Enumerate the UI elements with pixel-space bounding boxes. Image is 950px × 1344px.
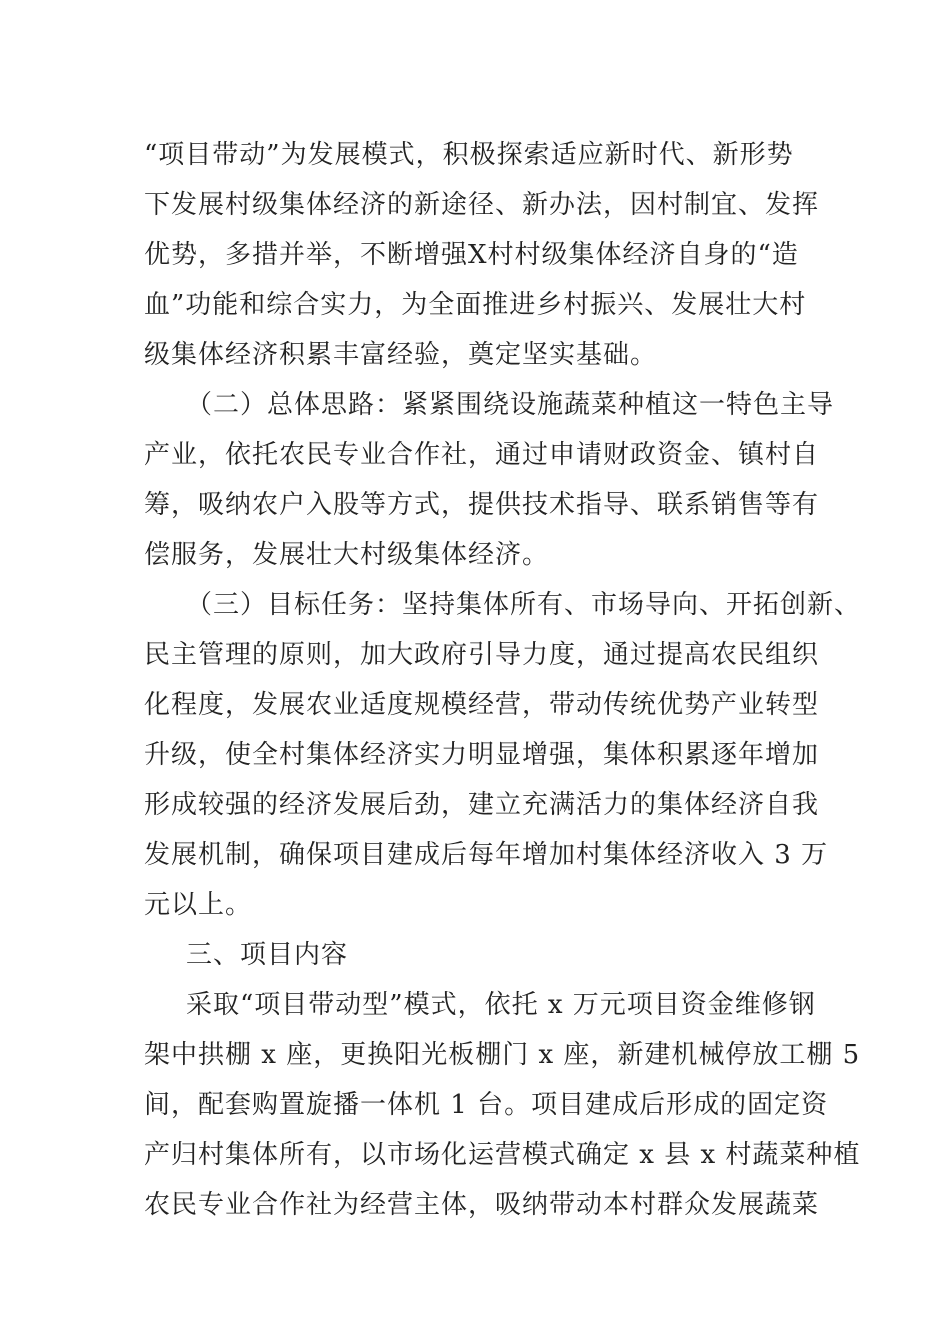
text-line: 筹，吸纳农户入股等方式，提供技术指导、联系销售等有 (144, 490, 820, 520)
text-line: 级集体经济积累丰富经验，奠定坚实基础。 (144, 340, 658, 370)
text-line: 血”功能和综合实力，为全面推进乡村振兴、发展壮大村 (144, 290, 807, 320)
text-line: 发展机制，确保项目建成后每年增加村集体经济收入 3 万 (144, 840, 829, 870)
text-line: 间，配套购置旋播一体机 1 台。项目建成后形成的固定资 (144, 1090, 829, 1120)
text-line: 农民专业合作社为经营主体，吸纳带动本村群众发展蔬菜 (144, 1190, 820, 1220)
text-line: 产归村集体所有，以市场化运营模式确定 x 县 x 村蔬菜种植 (144, 1140, 861, 1170)
text-line: 优势，多措并举，不断增强X村村级集体经济自身的“造 (144, 240, 799, 270)
text-line: 偿服务，发展壮大村级集体经济。 (144, 540, 550, 570)
paragraph-overall-approach (144, 380, 835, 580)
text-line: 升级，使全村集体经济实力明显增强，集体积累逐年增加 (144, 740, 820, 770)
paragraph-target-tasks (144, 580, 862, 930)
text-line: （二）总体思路：紧紧围绕设施蔬菜种植这一特色主导 (186, 390, 835, 420)
text-line: 元以上。 (144, 890, 253, 920)
paragraph-project-content (144, 980, 861, 1230)
text-line: 形成较强的经济发展后劲，建立充满活力的集体经济自我 (144, 790, 820, 820)
section-heading: 三、项目内容 (186, 940, 349, 970)
text-line: 下发展村级集体经济的新途径、新办法，因村制宜、发挥 (144, 190, 820, 220)
text-line: 民主管理的原则，加大政府引导力度，通过提高农民组织 (144, 640, 820, 670)
text-line: 产业，依托农民专业合作社，通过申请财政资金、镇村自 (144, 440, 820, 470)
text-line: 化程度，发展农业适度规模经营，带动传统优势产业转型 (144, 690, 820, 720)
document-body (144, 130, 862, 1230)
text-line: “项目带动”为发展模式，积极探索适应新时代、新形势 (144, 140, 794, 170)
text-line: （三）目标任务：坚持集体所有、市场导向、开拓创新、 (186, 590, 862, 620)
paragraph-development-mode (144, 130, 824, 380)
text-line: 采取“项目带动型”模式，依托 x 万元项目资金维修钢 (186, 990, 816, 1020)
text-line: 架中拱棚 x 座，更换阳光板棚门 x 座，新建机械停放工棚 5 (144, 1040, 861, 1070)
